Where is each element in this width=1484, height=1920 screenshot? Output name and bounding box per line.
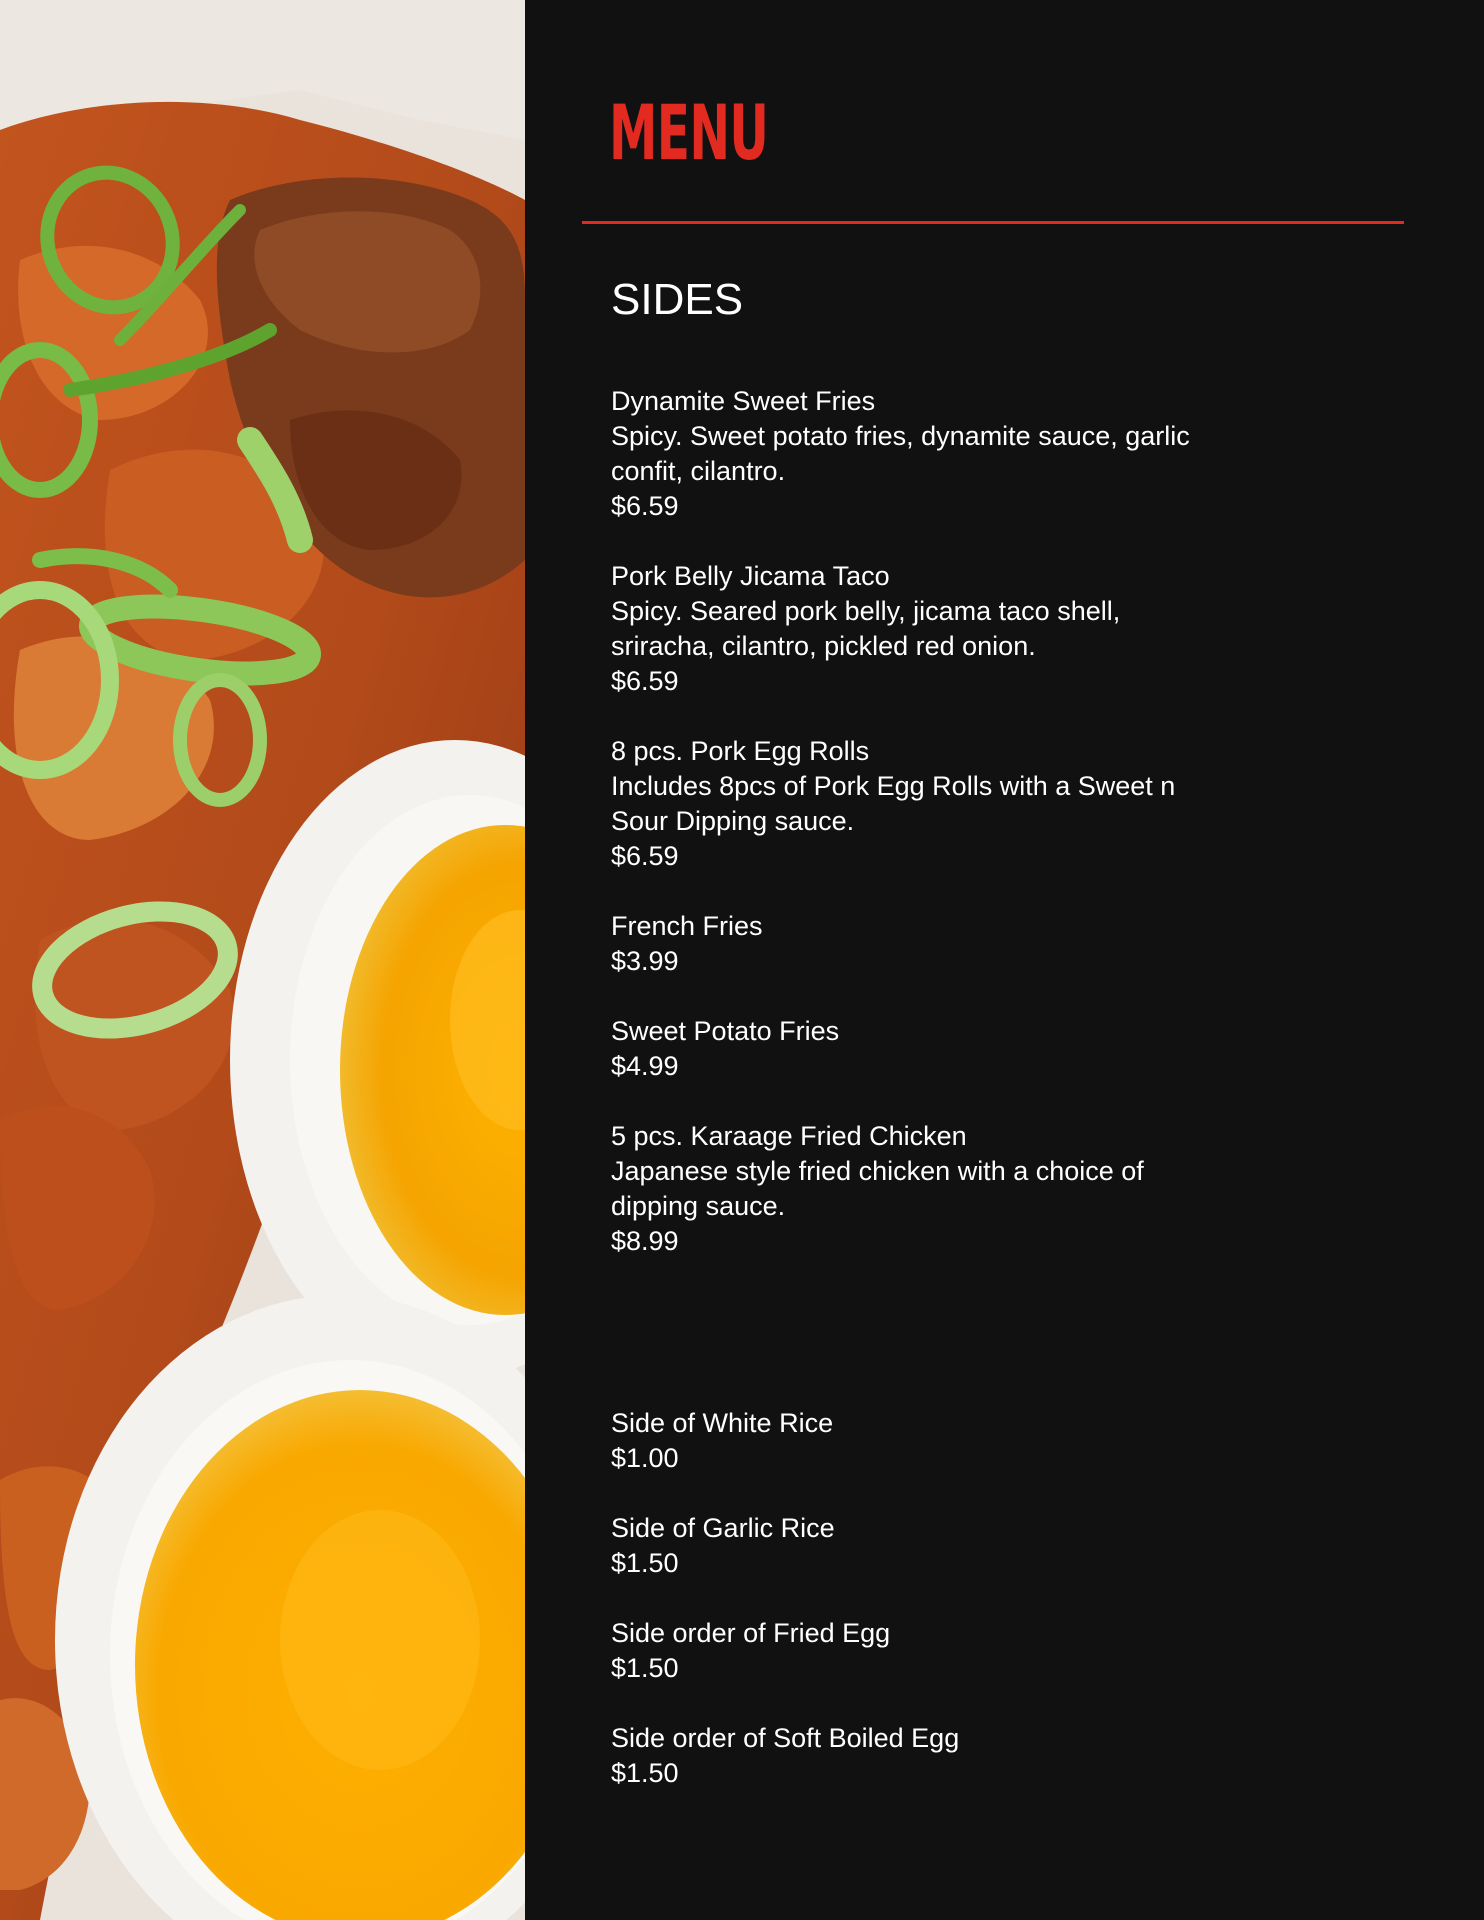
menu-item — [611, 1014, 1371, 1084]
menu-item — [611, 1406, 1371, 1476]
menu-title: MENU — [609, 88, 769, 177]
item-price: $1.50 — [611, 1758, 679, 1788]
item-description: Spicy. Seared pork belly, jicama taco shell, — [611, 596, 1121, 626]
spacer — [611, 1294, 1371, 1406]
item-name: Sweet Potato Fries — [611, 1016, 840, 1046]
item-name: 5 pcs. Karaage Fried Chicken — [611, 1121, 967, 1151]
item-description: Sour Dipping sauce. — [611, 806, 855, 836]
menu-item — [611, 1616, 1371, 1686]
menu-item — [611, 1511, 1371, 1581]
item-description: Spicy. Sweet potato fries, dynamite sauce, garlic — [611, 421, 1190, 451]
food-photo — [0, 0, 525, 1920]
item-description: sriracha, cilantro, pickled red onion. — [611, 631, 1036, 661]
title-divider — [582, 221, 1404, 224]
item-price: $4.99 — [611, 1051, 679, 1081]
section-title-sides: SIDES — [611, 275, 744, 324]
item-price: $1.00 — [611, 1443, 679, 1473]
item-price: $6.59 — [611, 841, 679, 871]
item-price: $3.99 — [611, 946, 679, 976]
menu-items-list — [611, 384, 1371, 1826]
item-name: Dynamite Sweet Fries — [611, 386, 876, 416]
item-price: $1.50 — [611, 1548, 679, 1578]
menu-item — [611, 734, 1371, 874]
item-description: dipping sauce. — [611, 1191, 786, 1221]
item-name: Side order of Fried Egg — [611, 1618, 891, 1648]
item-description: Includes 8pcs of Pork Egg Rolls with a Sweet n — [611, 771, 1176, 801]
item-name: Side of Garlic Rice — [611, 1513, 835, 1543]
item-price: $1.50 — [611, 1653, 679, 1683]
menu-item — [611, 1721, 1371, 1791]
item-price: $6.59 — [611, 666, 679, 696]
item-description: Japanese style fried chicken with a choice of — [611, 1156, 1144, 1186]
food-image — [0, 0, 525, 1920]
item-price: $8.99 — [611, 1226, 679, 1256]
item-price: $6.59 — [611, 491, 679, 521]
item-name: Side of White Rice — [611, 1408, 834, 1438]
item-name: French Fries — [611, 911, 763, 941]
item-name: Side order of Soft Boiled Egg — [611, 1723, 960, 1753]
menu-item — [611, 384, 1371, 524]
item-name: 8 pcs. Pork Egg Rolls — [611, 736, 870, 766]
menu-item — [611, 559, 1371, 699]
menu-panel — [525, 0, 1484, 1920]
item-name: Pork Belly Jicama Taco — [611, 561, 890, 591]
menu-item — [611, 1119, 1371, 1259]
menu-item — [611, 909, 1371, 979]
item-description: confit, cilantro. — [611, 456, 786, 486]
